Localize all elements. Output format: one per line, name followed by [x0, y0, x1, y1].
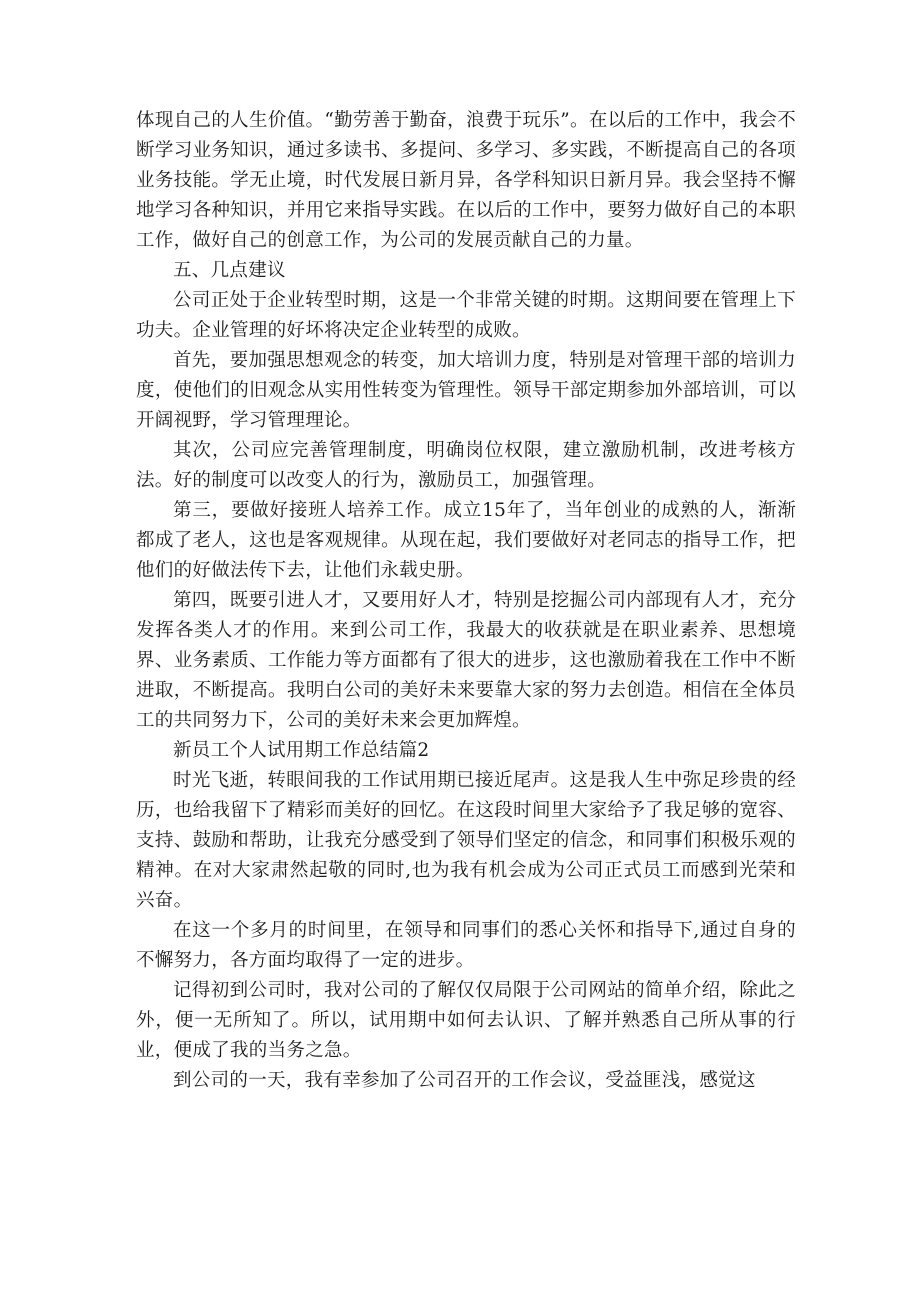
- paragraph-time-flies: 时光飞逝，转眼间我的工作试用期已接近尾声。这是我人生中弥足珍贵的经历，也给我留下了精彩而美好的回忆。在这段时间里大家给予了我足够的宽容、支持、鼓励和帮助，让我充分感受到了领导们坚定的信念，和同事们积极乐观的精神。在对大家肃然起敬的同时,也为我有机会成为公司正式员工而感到光荣和兴奋。: [136, 770, 796, 911]
- section-title-part2: 新员工个人试用期工作总结篇2: [173, 740, 430, 761]
- document-body: [136, 106, 796, 1096]
- paragraph-meeting: 到公司的一天，我有幸参加了公司召开的工作会议，受益匪浅，感觉这: [173, 1070, 756, 1091]
- paragraph-continuation: 体现自己的人生价值。“勤劳善于勤奋，浪费于玩乐”。在以后的工作中，我会不断学习业务知识，通过多读书、多提问、多学习、多实践，不断提高自己的各项业务技能。学无止境，时代发展日新月异，各学科知识日新月异。我会坚持不懈地学习各种知识，并用它来指导实践。在以后的工作中，要努力做好自己的本职工作，做好自己的创意工作，为公司的发展贡献自己的力量。: [136, 110, 796, 251]
- paragraph-fourth: 第四，既要引进人才，又要用好人才，特别是挖掘公司内部现有人才，充分发挥各类人才的作用。来到公司工作，我最大的收获就是在职业素养、思想境界、业务素质、工作能力等方面都有了很大的进步，这也激励着我在工作中不断进取，不断提高。我明白公司的美好未来要靠大家的努力去创造。相信在全体员工的共同努力下，公司的美好未来会更加辉煌。: [136, 590, 796, 731]
- paragraph-progress: 在这一个多月的时间里，在领导和同事们的悉心关怀和指导下,通过自身的不懈努力，各方面均取得了一定的进步。: [136, 920, 796, 971]
- paragraph-third: 第三，要做好接班人培养工作。成立15年了，当年创业的成熟的人，渐渐都成了老人，这也是客观规律。从现在起，我们要做好对老同志的指导工作，把他们的好做法传下去，让他们永载史册。: [136, 500, 796, 581]
- paragraph-transformation: 公司正处于企业转型时期，这是一个非常关键的时期。这期间要在管理上下功夫。企业管理的好坏将决定企业转型的成败。: [136, 290, 796, 341]
- section-heading-suggestions: 五、几点建议: [173, 260, 286, 281]
- paragraph-first: 首先，要加强思想观念的转变，加大培训力度，特别是对管理干部的培训力度，使他们的旧观念从实用性转变为管理性。领导干部定期参加外部培训，可以开阔视野，学习管理理论。: [136, 350, 796, 431]
- paragraph-second: 其次，公司应完善管理制度，明确岗位权限，建立激励机制，改进考核方法。好的制度可以改变人的行为，激励员工，加强管理。: [136, 440, 796, 491]
- paragraph-first-arrival: 记得初到公司时，我对公司的了解仅仅局限于公司网站的简单介绍，除此之外，便一无所知了。所以，试用期中如何去认识、了解并熟悉自己所从事的行业，便成了我的当务之急。: [136, 980, 796, 1061]
